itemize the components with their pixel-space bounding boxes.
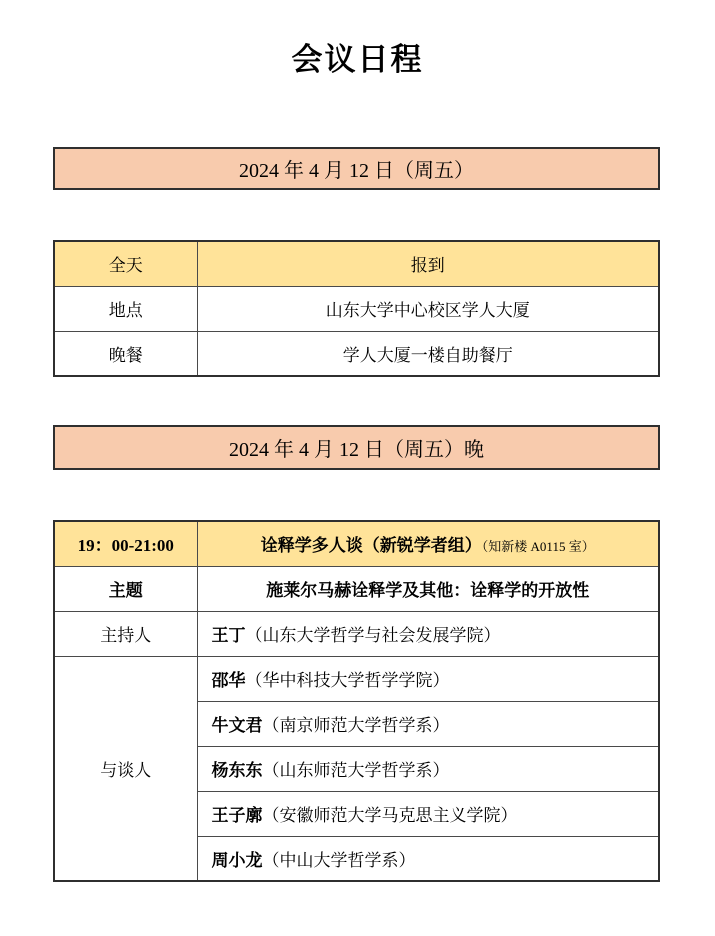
panelist-affiliation: （华中科技大学哲学学院） xyxy=(245,671,450,690)
host-name: 王丁 xyxy=(211,626,246,645)
panelist-name: 杨东东 xyxy=(211,761,263,780)
table-row xyxy=(54,611,659,656)
host-value xyxy=(197,611,659,656)
panelist-row xyxy=(197,836,659,881)
dinner-label: 晚餐 xyxy=(54,331,197,376)
table-row xyxy=(54,286,659,331)
topic-value: 施莱尔马赫诠释学及其他：诠释学的开放性 xyxy=(197,566,659,611)
host-label: 主持人 xyxy=(54,611,197,656)
evening-session-table xyxy=(53,520,660,882)
session-time: 19：00-21:00 xyxy=(54,521,197,566)
date-banner-friday-evening-text: 2024 年 4 月 12 日（周五）晚 xyxy=(229,439,484,461)
registration-time-cell: 全天 xyxy=(54,241,197,286)
session-room: （知新楼 A0115 室） xyxy=(481,539,595,555)
topic-label: 主题 xyxy=(54,566,197,611)
table-row xyxy=(54,331,659,376)
panelist-row xyxy=(197,656,659,701)
table-row xyxy=(54,656,659,701)
dinner-value: 学人大厦一楼自助餐厅 xyxy=(197,331,659,376)
table-row xyxy=(54,566,659,611)
panelist-name: 牛文君 xyxy=(211,716,263,735)
panelist-row xyxy=(197,701,659,746)
registration-table xyxy=(53,240,660,377)
page-title: 会议日程 xyxy=(291,42,424,77)
panelist-affiliation: （山东师范大学哲学系） xyxy=(262,761,450,780)
session-header xyxy=(197,521,659,566)
registration-activity-cell: 报到 xyxy=(197,241,659,286)
host-affiliation: （山东大学哲学与社会发展学院） xyxy=(245,626,501,645)
panelist-row xyxy=(197,746,659,791)
location-label: 地点 xyxy=(54,286,197,331)
panelist-row xyxy=(197,791,659,836)
date-banner-friday-text: 2024 年 4 月 12 日（周五） xyxy=(239,160,474,182)
panelist-name: 王子廓 xyxy=(211,806,263,825)
panelist-name: 周小龙 xyxy=(211,850,263,870)
location-value: 山东大学中心校区学人大厦 xyxy=(197,286,659,331)
panelist-affiliation: （南京师范大学哲学系） xyxy=(262,716,450,735)
panelists-label: 与谈人 xyxy=(54,656,197,881)
date-banner-friday-evening xyxy=(53,425,660,470)
table-row xyxy=(54,241,659,286)
panelist-affiliation: （中山大学哲学系） xyxy=(262,850,416,870)
table-row xyxy=(54,521,659,566)
session-title: 诠释学多人谈（新锐学者组） xyxy=(260,536,482,556)
date-banner-friday xyxy=(53,147,660,190)
panelist-name: 邵华 xyxy=(211,671,246,690)
panelist-affiliation: （安徽师范大学马克思主义学院） xyxy=(262,806,518,825)
